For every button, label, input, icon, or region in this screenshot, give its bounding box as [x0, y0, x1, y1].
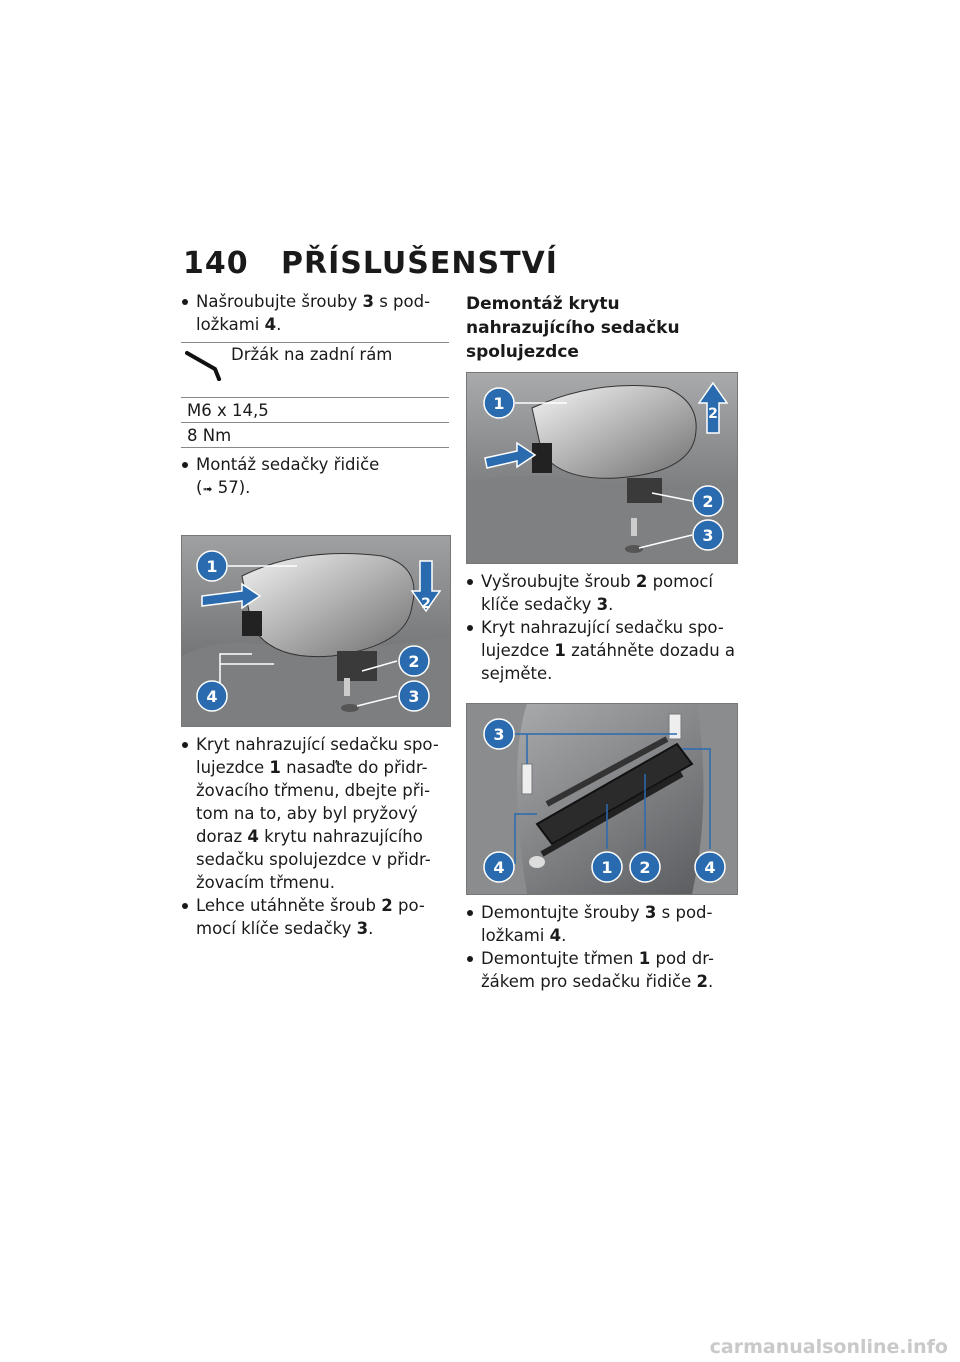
ref-number: 1: [554, 641, 566, 660]
ref-number: 4: [247, 827, 259, 846]
callout-label: 3: [493, 725, 505, 744]
figure-illustration: [467, 704, 737, 894]
page-title: PŘÍSLUŠENSTVÍ: [281, 246, 558, 281]
instruction-step: [181, 290, 449, 336]
step-text: Demontujte šrouby: [481, 903, 645, 922]
instruction-step: [181, 894, 449, 940]
spec-torque: 8 Nm: [181, 423, 449, 448]
bullet-icon: [182, 462, 188, 468]
callout-label: 3: [408, 687, 420, 706]
callout-label: 3: [702, 526, 714, 545]
ref-number: 3: [362, 292, 374, 311]
figure-illustration: [467, 373, 737, 563]
ref-number: 3: [356, 919, 369, 938]
step-text: pomocí klíče sedačky: [481, 572, 713, 614]
torque-spec-table: [181, 342, 449, 448]
callout-label: 1: [493, 394, 505, 413]
ref-number: 1: [269, 758, 281, 777]
bullet-icon: [467, 910, 473, 916]
ref-number: 4: [264, 315, 277, 334]
callout-label: 1: [601, 858, 613, 877]
page-ref-arrow-icon: ➟: [202, 482, 213, 496]
step-text: krytu nahrazujícího sedačku spolujezdce v přidr-žovacím třmenu.: [196, 827, 431, 892]
bracket-icon: [185, 347, 227, 381]
instruction-step: [466, 947, 738, 993]
step-text: .: [276, 315, 282, 334]
callout-label: 2: [639, 858, 651, 877]
step-text: Montáž sedačky řidiče: [196, 455, 380, 474]
callout-label: 4: [704, 858, 716, 877]
ref-number: 2: [381, 896, 393, 915]
left-column: [181, 290, 449, 940]
page-header: [183, 246, 558, 281]
step-text: po-mocí klíče sedačky: [196, 896, 425, 938]
spec-label-cell: [181, 343, 449, 398]
callout-label: 4: [493, 858, 505, 877]
ref-number: 2: [635, 572, 648, 591]
instruction-step: [466, 901, 738, 947]
watermark: carmanualsonline.info: [709, 1336, 948, 1358]
step-text: Vyšroubujte šroub: [481, 572, 636, 591]
figure-remove-cover: [466, 372, 738, 564]
callout-label: 1: [206, 557, 218, 576]
step-text: s pod-ložkami: [481, 903, 713, 945]
callout-label: 4: [206, 687, 218, 706]
callout-label: 2: [421, 596, 431, 612]
figure-mount-cover: [181, 535, 451, 727]
ref-number: 3: [596, 595, 609, 614]
step-text: Kryt nahrazující sedačku spo-lujezdce: [196, 735, 439, 777]
page-ref[interactable]: 57).: [217, 478, 251, 497]
spec-label: Držák na zadní rám: [231, 345, 393, 364]
figure-bracket: [466, 703, 738, 895]
instruction-step: [466, 616, 738, 685]
bullet-icon: [467, 579, 473, 585]
step-text: Lehce utáhněte šroub: [196, 896, 382, 915]
step-text: pod dr-žákem pro sedačku řidiče: [481, 949, 714, 991]
step-text: Kryt nahrazující sedačku spo-lujezdce: [481, 618, 724, 660]
step-text: .: [561, 926, 567, 945]
bullet-icon: [467, 956, 473, 962]
step-text: .: [608, 595, 614, 614]
step-text: .: [368, 919, 374, 938]
ref-number: 4: [549, 926, 562, 945]
step-text: .: [707, 972, 714, 991]
step-text: nasaďte do přidr-žovacího třmenu, dbejte při-tom na to, aby byl pryžový doraz: [196, 758, 431, 846]
instruction-step: [181, 733, 449, 894]
bullet-icon: [467, 625, 473, 631]
figure-illustration: [182, 536, 450, 726]
callout-label: 2: [708, 406, 718, 422]
instruction-step: [466, 570, 738, 616]
step-text: s pod-ložkami: [196, 292, 431, 334]
step-text: zatáhněte dozadu a sejměte.: [481, 641, 736, 683]
step-text: Demontujte třmen: [481, 949, 639, 968]
right-column: [466, 292, 738, 993]
bullet-icon: [182, 742, 188, 748]
ref-number: 1: [638, 949, 651, 968]
spec-size: M6 x 14,5: [181, 398, 449, 423]
bullet-icon: [182, 299, 188, 305]
callout-label: 2: [408, 652, 420, 671]
section-heading: Demontáž krytu nahrazujícího sedačku spolujezdce: [466, 294, 680, 362]
step-text: Našroubujte šrouby: [196, 292, 363, 311]
page-number: 140: [183, 246, 249, 281]
ref-number: 3: [644, 903, 657, 922]
callout-label: 2: [702, 492, 714, 511]
bullet-icon: [182, 903, 188, 909]
ref-number: 2: [696, 972, 708, 991]
instruction-step: Montáž sedačky řidiče (➟ 57).: [181, 453, 449, 501]
